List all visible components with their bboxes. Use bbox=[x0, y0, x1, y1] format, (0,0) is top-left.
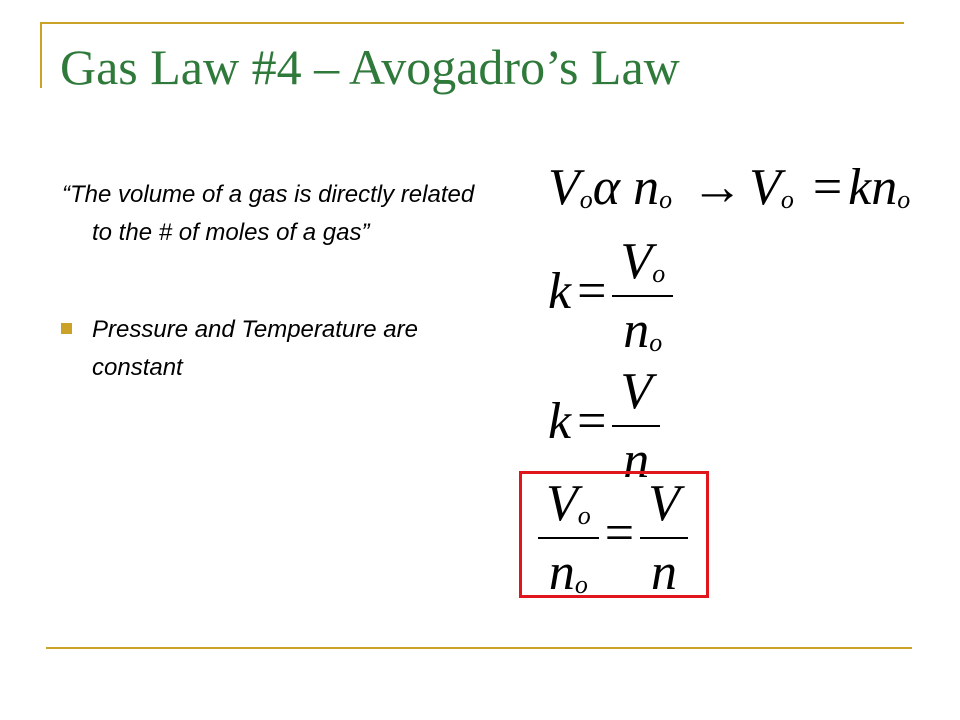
slide-title: Gas Law #4 – Avogadro’s Law bbox=[60, 39, 680, 95]
top-decor-line bbox=[40, 22, 904, 24]
quote-text: “The volume of a gas is directly related to the # of moles of a gas” bbox=[62, 181, 475, 246]
fraction-v-n: $\frac{V}{n}$ bbox=[612, 362, 660, 490]
bullet-text: Pressure and Temperature are constant bbox=[92, 316, 418, 381]
bottom-decor-line bbox=[46, 647, 912, 649]
left-decor-line bbox=[40, 22, 42, 88]
equation-k-final: k = $\frac{V}{n}$ bbox=[548, 362, 660, 490]
bullet-marker-icon bbox=[61, 323, 72, 334]
equation-k-initial: k = $\frac{V_o}{n_o}$ bbox=[548, 232, 673, 360]
fraction-vo-no: $\frac{V_o}{n_o}$ bbox=[612, 232, 673, 360]
equation-avogadro: $\frac{V_o}{n_o}$ = $\frac{V}{n}$ bbox=[538, 474, 688, 602]
equation-proportionality: $V_o\alpha$ $n_o \to V_o = kn_o$ bbox=[548, 159, 911, 216]
fraction-final: $\frac{V}{n}$ bbox=[640, 474, 688, 602]
fraction-initial: $\frac{V_o}{n_o}$ bbox=[538, 474, 599, 602]
